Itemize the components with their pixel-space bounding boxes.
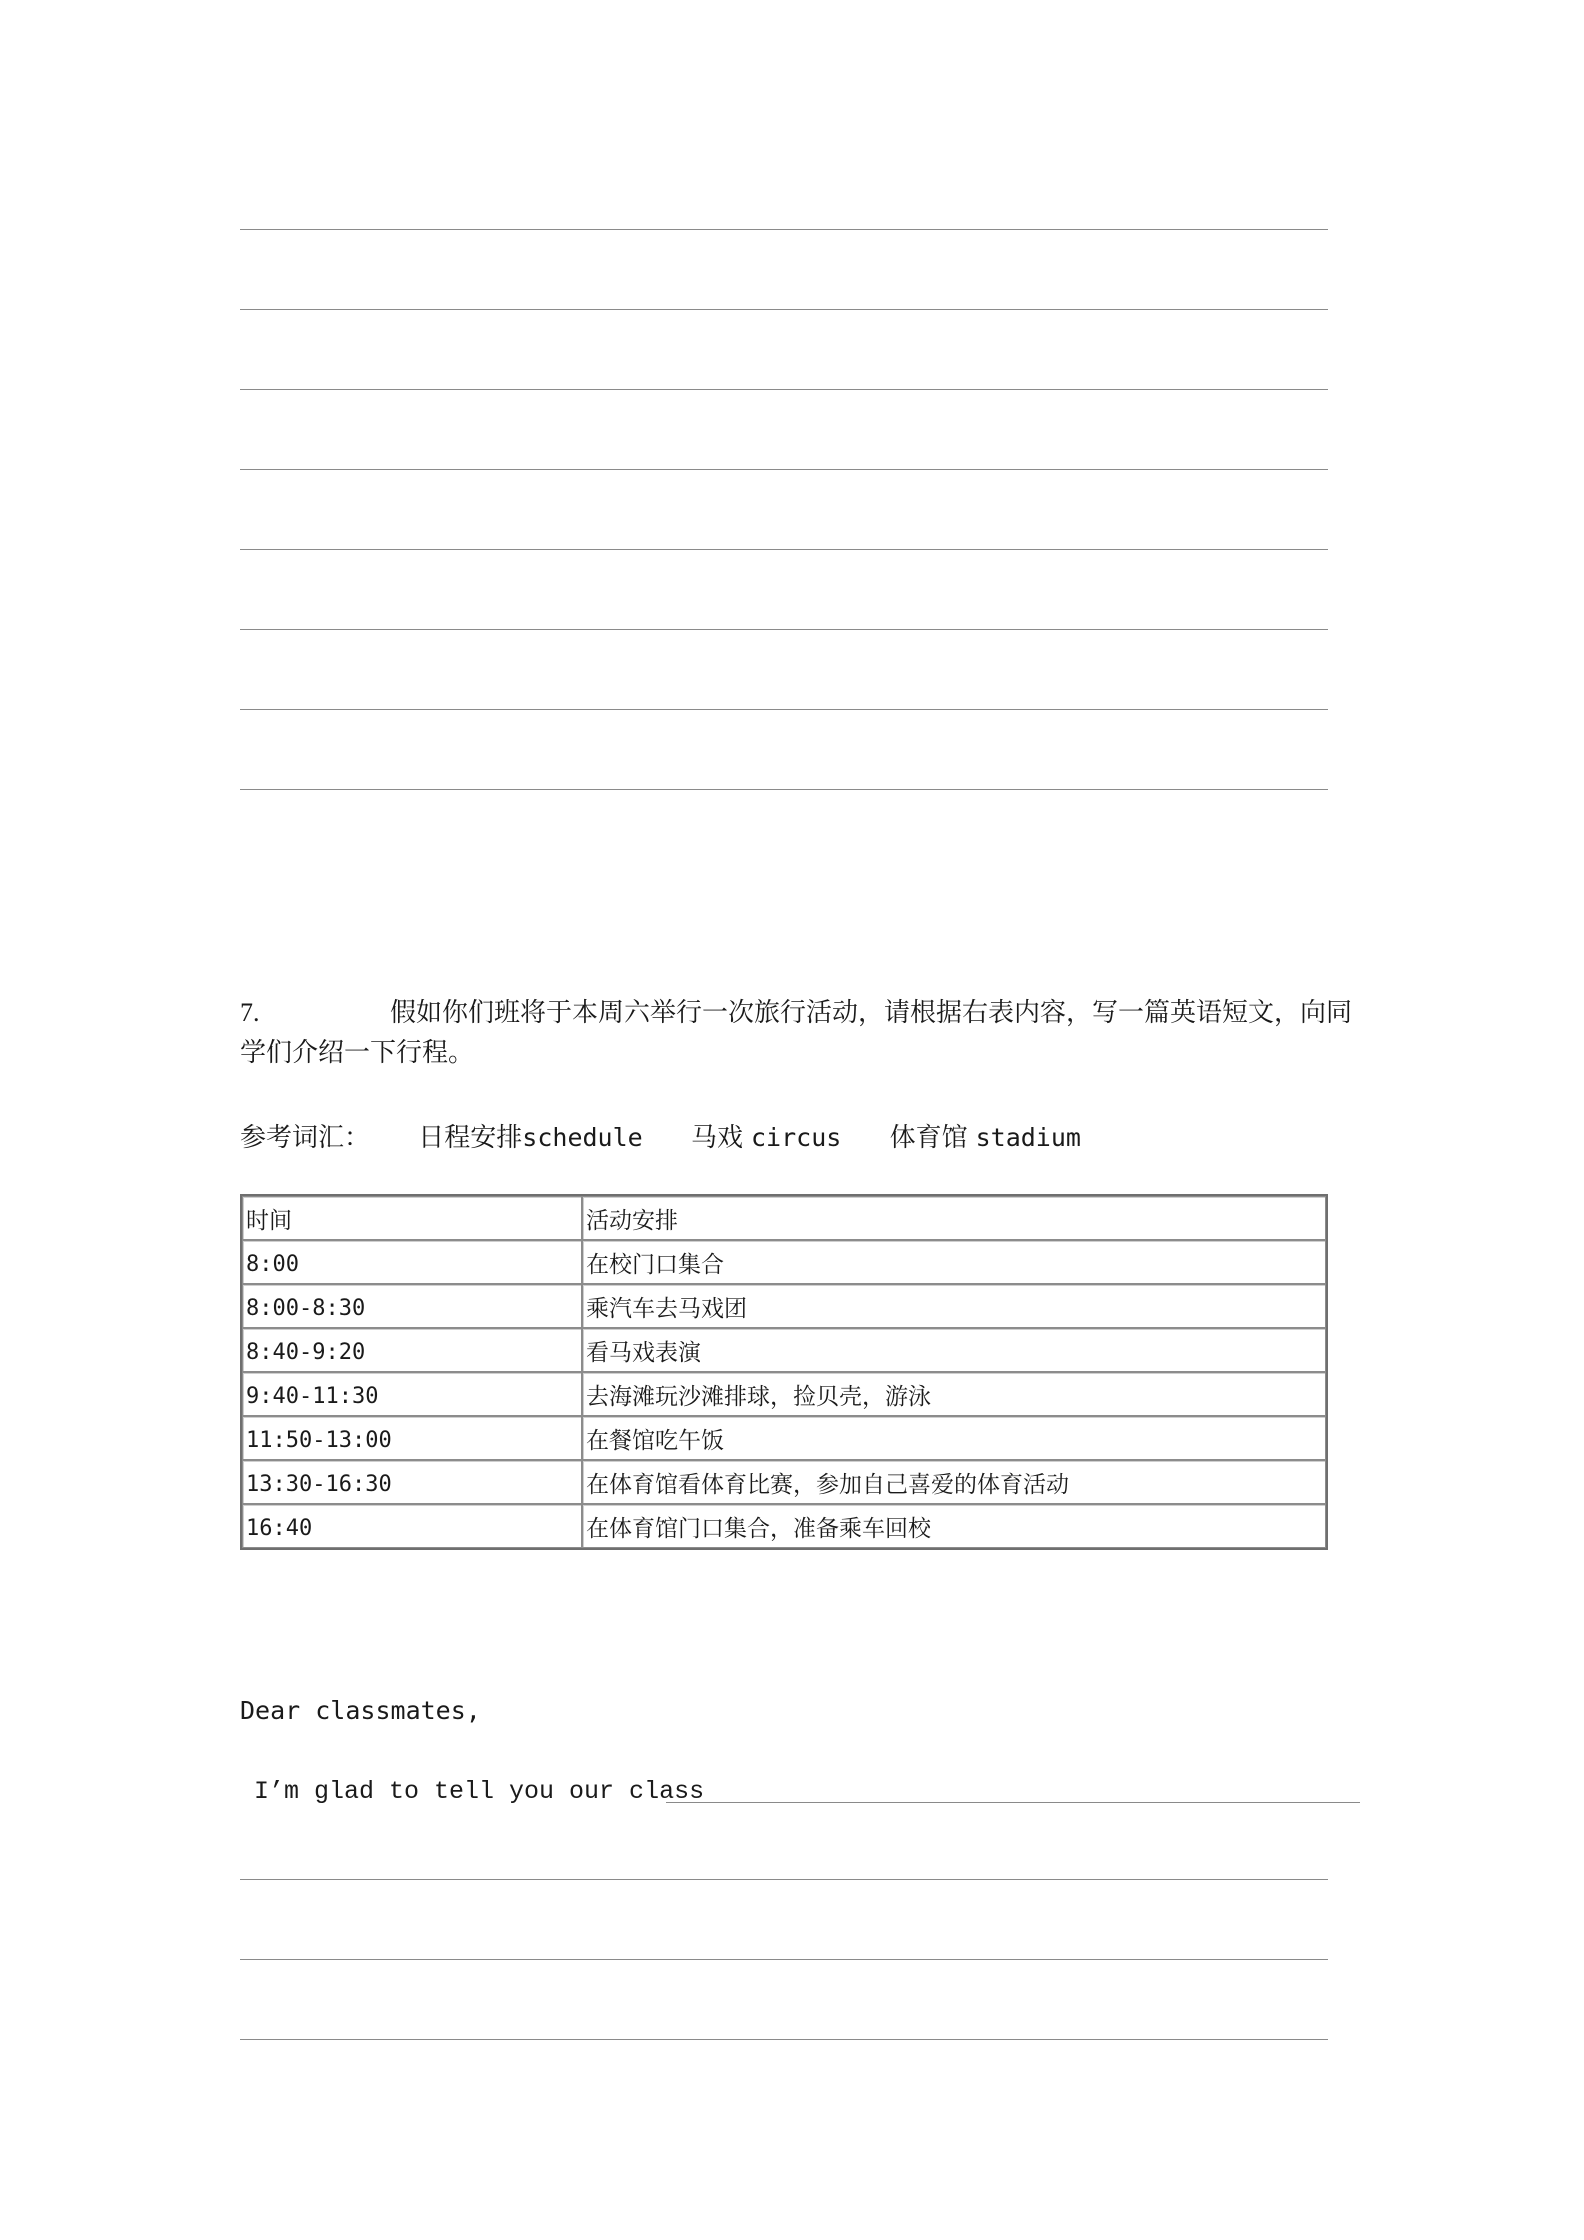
writing-line bbox=[240, 229, 1328, 230]
writing-line bbox=[240, 709, 1328, 710]
time-cell: 8:00 bbox=[242, 1240, 582, 1284]
writing-line bbox=[240, 629, 1328, 630]
time-cell: 8:00-8:30 bbox=[242, 1284, 582, 1328]
question-number: 7. bbox=[240, 998, 260, 1027]
writing-line bbox=[240, 789, 1328, 790]
table-row bbox=[242, 1372, 1326, 1416]
time-cell: 13:30-16:30 bbox=[242, 1460, 582, 1504]
letter-salutation: Dear classmates, bbox=[240, 1696, 481, 1725]
question-prompt bbox=[240, 993, 1360, 1073]
table-row bbox=[242, 1416, 1326, 1460]
writing-line[interactable] bbox=[240, 1879, 1328, 1880]
activity-cell: 在体育馆门口集合，准备乘车回校 bbox=[582, 1504, 1326, 1548]
question-text: 假如你们班将于本周六举行一次旅行活动，请根据右表内容，写一篇英语短文，向同学们介绍一下行程。 bbox=[240, 998, 1353, 1068]
schedule-table bbox=[240, 1194, 1328, 1550]
vocab-zh: 马戏 bbox=[690, 1123, 743, 1153]
letter-opening: I’m glad to tell you our class bbox=[254, 1777, 705, 1806]
writing-line bbox=[240, 309, 1328, 310]
vocab-en: schedule bbox=[522, 1123, 643, 1152]
table-row bbox=[242, 1328, 1326, 1372]
activity-cell: 乘汽车去马戏团 bbox=[582, 1284, 1326, 1328]
table-row bbox=[242, 1284, 1326, 1328]
time-cell: 16:40 bbox=[242, 1504, 582, 1548]
vocab-zh: 日程安排 bbox=[418, 1123, 523, 1153]
table-row bbox=[242, 1504, 1326, 1548]
activity-cell: 在校门口集合 bbox=[582, 1240, 1326, 1284]
activity-cell: 去海滩玩沙滩排球，捡贝壳，游泳 bbox=[582, 1372, 1326, 1416]
time-cell: 8:40-9:20 bbox=[242, 1328, 582, 1372]
time-cell: 11:50-13:00 bbox=[242, 1416, 582, 1460]
vocab-en: stadium bbox=[975, 1123, 1081, 1152]
vocab-zh: 体育馆 bbox=[889, 1123, 968, 1153]
table-header-row bbox=[242, 1196, 1326, 1240]
reference-vocabulary bbox=[240, 1118, 1081, 1158]
writing-line[interactable] bbox=[240, 1959, 1328, 1960]
table-header-cell: 活动安排 bbox=[582, 1196, 1326, 1240]
answer-blank-line[interactable] bbox=[666, 1802, 1360, 1803]
writing-line bbox=[240, 389, 1328, 390]
activity-cell: 看马戏表演 bbox=[582, 1328, 1326, 1372]
writing-line[interactable] bbox=[240, 2039, 1328, 2040]
table-header-cell: 时间 bbox=[242, 1196, 582, 1240]
activity-cell: 在餐馆吃午饭 bbox=[582, 1416, 1326, 1460]
vocab-en: circus bbox=[751, 1123, 842, 1152]
writing-line bbox=[240, 469, 1328, 470]
table-row bbox=[242, 1240, 1326, 1284]
vocab-label: 参考词汇： bbox=[240, 1123, 371, 1153]
time-cell: 9:40-11:30 bbox=[242, 1372, 582, 1416]
activity-cell: 在体育馆看体育比赛，参加自己喜爱的体育活动 bbox=[582, 1460, 1326, 1504]
table-row bbox=[242, 1460, 1326, 1504]
writing-line bbox=[240, 549, 1328, 550]
